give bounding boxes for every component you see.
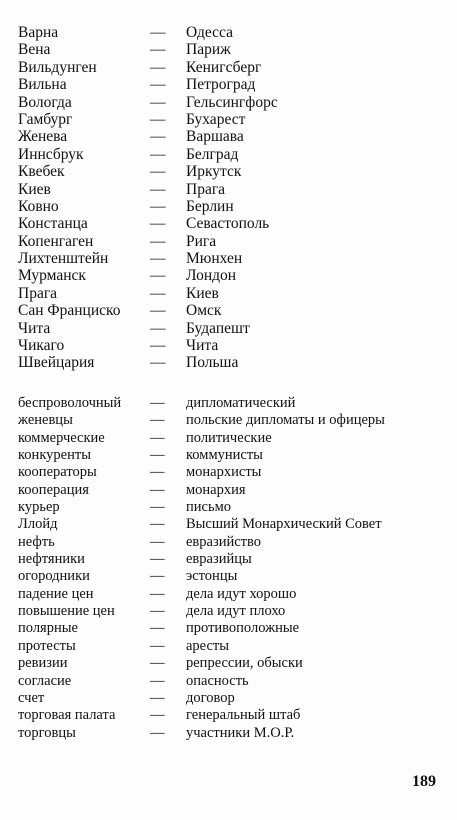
dash-separator: — [150, 284, 166, 302]
code-row [18, 24, 448, 41]
code-word: Вильдунген [18, 58, 97, 76]
dash-separator: — [150, 163, 166, 181]
dash-separator: — [150, 724, 165, 741]
code-row [18, 128, 448, 145]
terms-code-table [18, 395, 448, 742]
dash-separator: — [150, 516, 165, 533]
code-meaning: Рига [186, 232, 217, 250]
code-meaning: Кенигсберг [186, 58, 262, 76]
dash-separator: — [150, 215, 166, 233]
code-word: огородники [18, 568, 90, 585]
dash-separator: — [150, 41, 166, 59]
dash-separator: — [150, 672, 165, 689]
code-word: Варна [18, 24, 59, 41]
code-row [18, 586, 448, 603]
code-row [18, 250, 448, 267]
code-word: конкуренты [18, 447, 91, 464]
code-word: Констанца [18, 215, 88, 233]
code-meaning: Варшава [186, 128, 244, 146]
dash-separator: — [150, 499, 165, 516]
code-word: торговая палата [18, 707, 116, 724]
dash-separator: — [150, 128, 166, 146]
code-meaning: дела идут хорошо [186, 585, 297, 602]
code-row [18, 76, 448, 93]
code-meaning: аресты [186, 637, 229, 654]
code-row [18, 725, 448, 742]
dash-separator: — [150, 481, 165, 498]
code-row [18, 354, 448, 371]
code-meaning: участники М.О.Р. [186, 724, 295, 741]
dash-separator: — [150, 76, 166, 94]
code-word: Сан Франциско [18, 302, 121, 320]
dash-separator: — [150, 180, 166, 198]
code-meaning: письмо [186, 499, 231, 516]
dash-separator: — [150, 395, 165, 411]
code-word: кооперация [18, 481, 89, 498]
dash-separator: — [150, 250, 166, 268]
code-row [18, 94, 448, 111]
code-row [18, 111, 448, 128]
code-word: беспроволочный [18, 395, 122, 411]
dash-separator: — [150, 232, 166, 250]
code-word: Копенгаген [18, 232, 94, 250]
dash-separator: — [150, 412, 165, 429]
code-word: падение цен [18, 585, 94, 602]
code-meaning: Бухарест [186, 110, 246, 128]
code-row [18, 603, 448, 620]
code-meaning: Чита [186, 337, 219, 355]
code-meaning: Петроград [186, 76, 256, 94]
code-meaning: коммунисты [186, 447, 263, 464]
code-word: коммерческие [18, 429, 105, 446]
code-word: Чита [18, 319, 51, 337]
code-row [18, 302, 448, 319]
code-row [18, 337, 448, 354]
dash-separator: — [150, 24, 166, 41]
dash-separator: — [150, 655, 165, 672]
code-meaning: Прага [186, 180, 226, 198]
code-meaning: Белград [186, 145, 239, 163]
code-word: нефтяники [18, 551, 85, 568]
code-row [18, 395, 448, 412]
code-word: Лихтенштейн [18, 250, 109, 268]
code-meaning: противоположные [186, 620, 300, 637]
page-number: 189 [412, 773, 436, 790]
code-meaning: репрессии, обыски [186, 655, 303, 672]
dash-separator: — [150, 620, 165, 637]
code-meaning: политические [186, 429, 272, 446]
code-word: Гамбург [18, 110, 73, 128]
dash-separator: — [150, 603, 165, 620]
code-word: курьер [18, 499, 60, 516]
code-meaning: опасность [186, 672, 249, 689]
code-row [18, 655, 448, 672]
code-word: Ковно [18, 197, 59, 215]
dash-separator: — [150, 145, 166, 163]
code-word: Иннсбрук [18, 145, 84, 163]
code-row [18, 267, 448, 284]
dash-separator: — [150, 689, 165, 706]
dash-separator: — [150, 197, 166, 215]
code-row [18, 285, 448, 302]
code-row [18, 551, 448, 568]
code-meaning: евразийство [186, 533, 261, 550]
code-word: полярные [18, 620, 78, 637]
code-row [18, 181, 448, 198]
code-meaning: Польша [186, 354, 239, 372]
code-meaning: Гельсингфорс [186, 93, 278, 111]
dash-separator: — [150, 337, 166, 355]
code-word: женевцы [18, 412, 73, 429]
code-row [18, 516, 448, 533]
code-word: нефть [18, 533, 55, 550]
code-meaning: генеральный штаб [186, 707, 301, 724]
code-row [18, 146, 448, 163]
code-word: Чикаго [18, 337, 65, 355]
code-word: торговцы [18, 724, 76, 741]
code-meaning: Мюнхен [186, 250, 243, 268]
dash-separator: — [150, 707, 165, 724]
dash-separator: — [150, 93, 166, 111]
code-row [18, 41, 448, 58]
dash-separator: — [150, 429, 165, 446]
code-word: повышение цен [18, 603, 115, 620]
dash-separator: — [150, 551, 165, 568]
code-word: согласие [18, 672, 72, 689]
places-code-table [18, 24, 448, 372]
dash-separator: — [150, 568, 165, 585]
code-word: Вильна [18, 76, 67, 94]
code-meaning: Будапешт [186, 319, 250, 337]
code-row [18, 620, 448, 637]
code-meaning: Высший Монархический Совет [186, 516, 382, 533]
code-word: Вена [18, 41, 51, 59]
code-meaning: Париж [186, 41, 231, 59]
code-word: Швейцария [18, 354, 95, 372]
code-word: Киев [18, 180, 51, 198]
code-meaning: монархисты [186, 464, 262, 481]
code-word: Ллойд [18, 516, 58, 533]
dash-separator: — [150, 533, 165, 550]
code-row [18, 707, 448, 724]
code-row [18, 499, 448, 516]
code-row [18, 412, 448, 429]
code-meaning: евразийцы [186, 551, 252, 568]
code-row [18, 320, 448, 337]
code-word: Квебек [18, 163, 65, 181]
code-meaning: Севастополь [186, 215, 270, 233]
code-row [18, 638, 448, 655]
code-word: Мурманск [18, 267, 86, 285]
code-row [18, 233, 448, 250]
code-meaning: Иркутск [186, 163, 242, 181]
code-meaning: Киев [186, 284, 219, 302]
code-row [18, 568, 448, 585]
code-word: Прага [18, 284, 58, 302]
code-word: Женева [18, 128, 68, 146]
code-word: ревизии [18, 655, 68, 672]
dash-separator: — [150, 302, 166, 320]
code-row [18, 464, 448, 481]
code-meaning: Омск [186, 302, 222, 320]
dash-separator: — [150, 447, 165, 464]
dash-separator: — [150, 110, 166, 128]
code-meaning: польские дипломаты и офицеры [186, 412, 385, 429]
code-row [18, 59, 448, 76]
code-row [18, 163, 448, 180]
code-row [18, 198, 448, 215]
code-word: счет [18, 689, 45, 706]
code-word: протесты [18, 637, 76, 654]
code-word: кооператоры [18, 464, 97, 481]
code-row [18, 447, 448, 464]
code-row [18, 673, 448, 690]
dash-separator: — [150, 354, 166, 372]
dash-separator: — [150, 464, 165, 481]
code-row [18, 690, 448, 707]
code-meaning: Одесса [186, 24, 233, 41]
code-meaning: дела идут плохо [186, 603, 286, 620]
dash-separator: — [150, 637, 165, 654]
dash-separator: — [150, 58, 166, 76]
dash-separator: — [150, 267, 166, 285]
code-row [18, 430, 448, 447]
dash-separator: — [150, 585, 165, 602]
code-meaning: дипломатический [186, 395, 296, 411]
dash-separator: — [150, 319, 166, 337]
code-row [18, 215, 448, 232]
code-meaning: Лондон [186, 267, 237, 285]
code-row [18, 534, 448, 551]
code-word: Вологда [18, 93, 72, 111]
code-row [18, 482, 448, 499]
code-meaning: эстонцы [186, 568, 238, 585]
code-meaning: монархия [186, 481, 246, 498]
code-meaning: Берлин [186, 197, 234, 215]
code-meaning: договор [186, 689, 235, 706]
